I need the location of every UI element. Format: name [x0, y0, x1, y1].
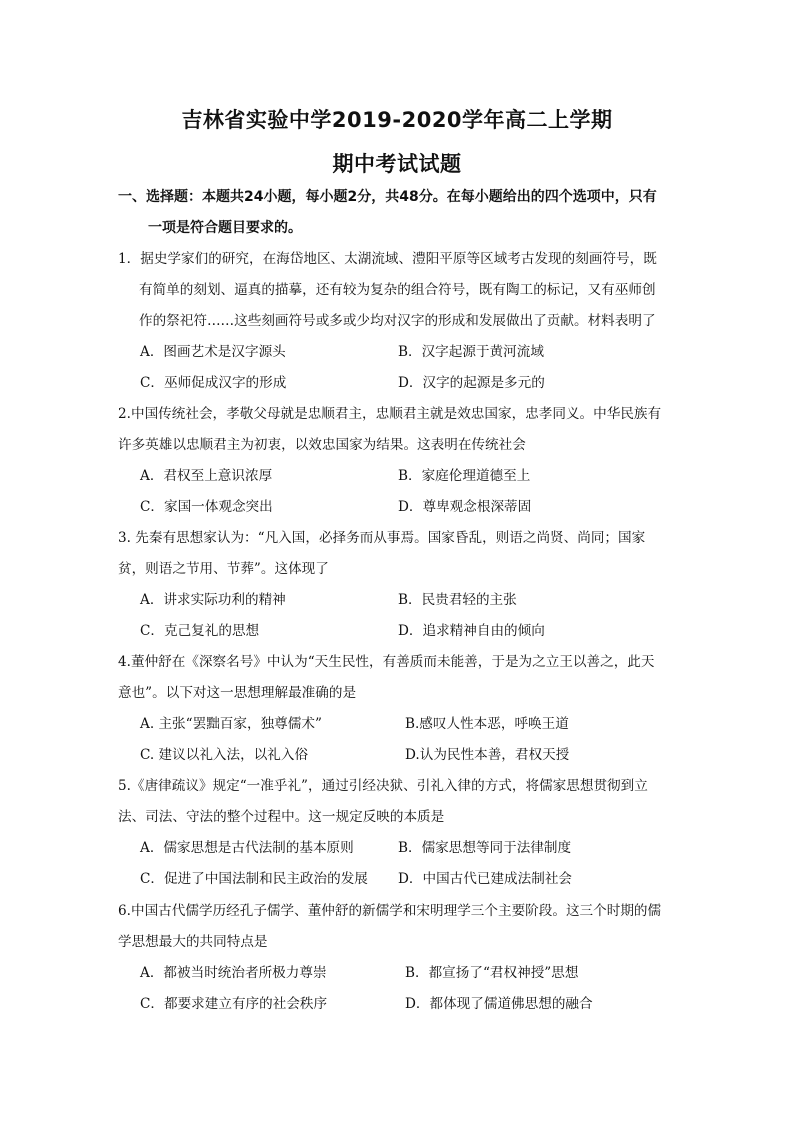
question-stem-line: 6.中国古代儒学历经孔子儒学、董仲舒的新儒学和宋明理学三个主要阶段。这三个时期的儒 — [118, 903, 662, 919]
question-4 — [118, 647, 680, 771]
option-d[interactable]: D．尊卑观念根深蒂固 — [398, 499, 532, 515]
question-options — [118, 461, 680, 523]
question-stem-line: 意也”。以下对这一思想理解最准确的是 — [118, 685, 357, 701]
option-b[interactable]: B．都宣扬了“君权神授”思想 — [405, 965, 579, 981]
question-stem-line: 1．据史学家们的研究，在海岱地区、太湖流域、澧阳平原等区域考古发现的刻画符号，既 — [118, 251, 657, 267]
option-c[interactable]: C. 建议以礼入法，以礼入俗 — [140, 747, 309, 763]
option-b[interactable]: B．家庭伦理道德至上 — [398, 468, 531, 484]
option-d[interactable]: D．汉字的起源是多元的 — [398, 375, 545, 391]
question-5 — [118, 771, 680, 895]
section-heading — [118, 182, 678, 244]
question-stem-line: 许多英雄以忠顺君主为初衷，以效忠国家为结果。这表明在传统社会 — [118, 437, 526, 453]
question-options — [118, 337, 680, 399]
question-stem-line: 3. 先秦有思想家认为：“凡入国，必择务而从事焉。国家昏乱，则语之尚贤、尚同；国家 — [118, 530, 646, 546]
question-options — [118, 585, 680, 647]
option-c[interactable]: C．克己复礼的思想 — [140, 623, 260, 639]
option-a[interactable]: A. 主张“罢黜百家，独尊儒术” — [140, 716, 322, 732]
exam-title: 吉林省实验中学2019-2020学年高二上学期 — [181, 108, 613, 132]
option-d[interactable]: D．都体现了儒道佛思想的融合 — [405, 996, 593, 1012]
question-3 — [118, 523, 680, 647]
option-c[interactable]: C．都要求建立有序的社会秩序 — [140, 996, 328, 1012]
option-a[interactable]: A．图画艺术是汉字源头 — [140, 344, 286, 360]
question-stem-line: 法、司法、守法的整个过程中。这一规定反映的本质是 — [118, 809, 445, 825]
question-options — [118, 709, 680, 771]
option-a[interactable]: A．儒家思想是古代法制的基本原则 — [140, 840, 354, 856]
exam-subtitle: 期中考试试题 — [332, 152, 462, 176]
question-stem-line: 5.《唐律疏议》规定“一准乎礼”，通过引经决狱、引礼入律的方式，将儒家思想贯彻到立 — [118, 778, 648, 794]
question-1 — [118, 244, 680, 399]
question-options — [118, 958, 680, 1020]
question-options — [118, 833, 680, 895]
question-6 — [118, 896, 680, 1020]
option-d[interactable]: D.认为民性本善，君权天授 — [405, 747, 570, 763]
option-a[interactable]: A．讲求实际功利的精神 — [140, 592, 286, 608]
question-stem-line: 2.中国传统社会，孝敬父母就是忠顺君主，忠顺君主就是效忠国家，忠孝同义。中华民族有 — [118, 406, 662, 422]
option-c[interactable]: C．促进了中国法制和民主政治的发展 — [140, 871, 368, 887]
question-2 — [118, 399, 680, 523]
option-b[interactable]: B．民贵君轻的主张 — [398, 592, 517, 608]
question-stem-line: 4.董仲舒在《深察名号》中认为“天生民性，有善质而未能善，于是为之立王以善之，此天 — [118, 654, 655, 670]
option-b[interactable]: B.感叹人性本恶，呼唤王道 — [405, 716, 569, 732]
section-heading-line2: 一项是符合题目要求的。 — [148, 220, 302, 236]
question-stem-line: 学思想最大的共同特点是 — [118, 934, 268, 950]
option-b[interactable]: B．汉字起源于黄河流域 — [398, 344, 544, 360]
question-stem-line: 有简单的刻划、逼真的描摹，还有较为复杂的组合符号，既有陶工的标记，又有巫师创 — [139, 282, 656, 298]
option-a[interactable]: A．都被当时统治者所极力尊崇 — [140, 965, 327, 981]
option-b[interactable]: B．儒家思想等同于法律制度 — [398, 840, 572, 856]
option-a[interactable]: A．君权至上意识浓厚 — [140, 468, 273, 484]
option-c[interactable]: C．巫师促成汉字的形成 — [140, 375, 287, 391]
option-d[interactable]: D．中国古代已建成法制社会 — [398, 871, 573, 887]
option-d[interactable]: D．追求精神自由的倾向 — [398, 623, 545, 639]
option-c[interactable]: C．家国一体观念突出 — [140, 499, 273, 515]
question-stem-line: 贫，则语之节用、节葬”。这体现了 — [118, 561, 329, 577]
question-stem-line: 作的祭祀符……这些刻画符号或多或少均对汉字的形成和发展做出了贡献。材料表明了 — [139, 313, 656, 329]
section-heading-line1: 一、选择题：本题共24小题，每小题2分，共48分。在每小题给出的四个选项中，只有 — [118, 189, 657, 205]
